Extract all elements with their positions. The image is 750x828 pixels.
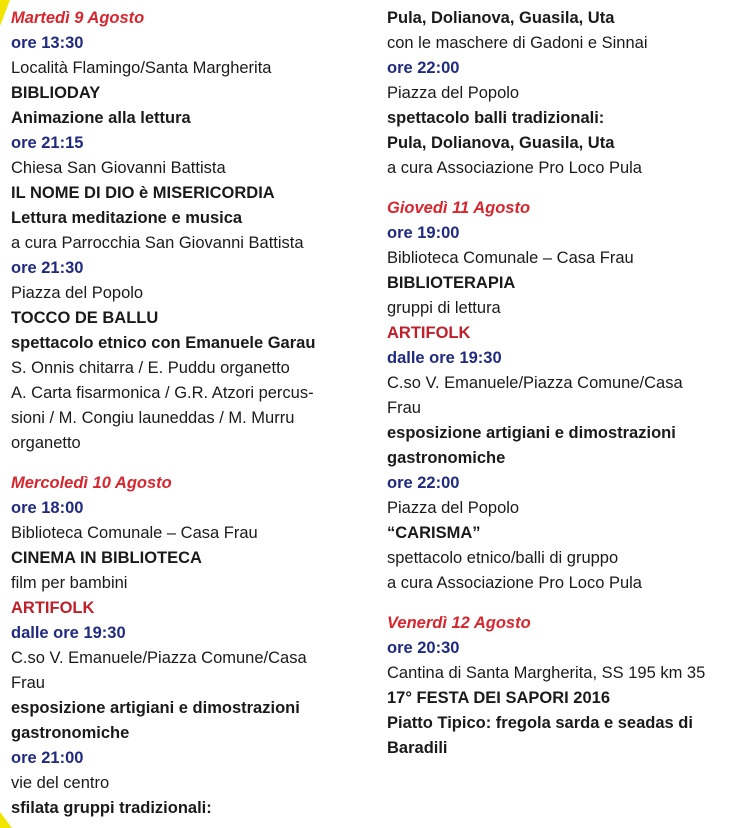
event-subtitle: spettacolo etnico con Emanuele Garau xyxy=(11,334,316,352)
event-title: BIBLIODAY xyxy=(11,84,101,102)
event-description: Baradili xyxy=(387,739,448,757)
event-title: BIBLIOTERAPIA xyxy=(387,274,516,292)
event-description: gastronomiche xyxy=(11,724,130,742)
right-column xyxy=(387,6,747,761)
event-description: esposizione artigiani e dimostrazioni xyxy=(11,699,300,717)
event-place: Piazza del Popolo xyxy=(387,499,520,517)
event-time: dalle ore 19:30 xyxy=(387,349,502,367)
event-time: ore 22:00 xyxy=(387,474,460,492)
event-time: ore 20:30 xyxy=(387,639,460,657)
event-description: esposizione artigiani e dimostrazioni xyxy=(387,424,676,442)
section-gap xyxy=(387,596,747,611)
event-place: C.so V. Emanuele/Piazza Comune/Casa xyxy=(387,374,683,392)
event-subtitle: film per bambini xyxy=(11,574,128,592)
event-place: Biblioteca Comunale – Casa Frau xyxy=(11,524,258,542)
event-place: Frau xyxy=(11,674,45,692)
event-note: a cura Associazione Pro Loco Pula xyxy=(387,574,642,592)
date-heading: Giovedì 11 Agosto xyxy=(387,199,531,217)
event-time: ore 13:30 xyxy=(11,34,84,52)
artifolk-label: ARTIFOLK xyxy=(387,324,471,342)
event-place: Piazza del Popolo xyxy=(11,284,144,302)
event-title: spettacolo balli tradizionali: xyxy=(387,109,605,127)
section-gap xyxy=(387,181,747,196)
continued-title: Pula, Dolianova, Guasila, Uta xyxy=(387,9,615,27)
event-title: “CARISMA” xyxy=(387,524,481,542)
event-detail: organetto xyxy=(11,434,81,452)
event-title: 17° FESTA DEI SAPORI 2016 xyxy=(387,689,611,707)
event-time: ore 22:00 xyxy=(387,59,460,77)
artifolk-label: ARTIFOLK xyxy=(11,599,95,617)
event-subtitle: spettacolo etnico/balli di gruppo xyxy=(387,549,619,567)
yellow-corner-top xyxy=(0,0,10,26)
event-time: ore 19:00 xyxy=(387,224,460,242)
event-time: ore 21:30 xyxy=(11,259,84,277)
event-subtitle: Animazione alla lettura xyxy=(11,109,191,127)
event-time: ore 21:00 xyxy=(11,749,84,767)
date-heading: Venerdì 12 Agosto xyxy=(387,614,531,632)
event-place: Cantina di Santa Margherita, SS 195 km 35 xyxy=(387,664,706,682)
continued-note: con le maschere di Gadoni e Sinnai xyxy=(387,34,648,52)
event-title: sfilata gruppi tradizionali: xyxy=(11,799,212,817)
event-title: IL NOME DI DIO è MISERICORDIA xyxy=(11,184,275,202)
event-subtitle: Lettura meditazione e musica xyxy=(11,209,243,227)
event-place: Chiesa San Giovanni Battista xyxy=(11,159,226,177)
event-description: gastronomiche xyxy=(387,449,506,467)
event-note: a cura Associazione Pro Loco Pula xyxy=(387,159,642,177)
event-place: Piazza del Popolo xyxy=(387,84,520,102)
event-place: C.so V. Emanuele/Piazza Comune/Casa xyxy=(11,649,307,667)
event-time: dalle ore 19:30 xyxy=(11,624,126,642)
event-time: ore 21:15 xyxy=(11,134,84,152)
event-subtitle: Pula, Dolianova, Guasila, Uta xyxy=(387,134,615,152)
event-note: a cura Parrocchia San Giovanni Battista xyxy=(11,234,304,252)
event-detail: A. Carta fisarmonica / G.R. Atzori percus- xyxy=(11,384,314,402)
event-title: CINEMA IN BIBLIOTECA xyxy=(11,549,202,567)
event-place: vie del centro xyxy=(11,774,110,792)
event-description: Piatto Tipico: fregola sarda e seadas di xyxy=(387,714,693,732)
event-place: Frau xyxy=(387,399,421,417)
event-place: Biblioteca Comunale – Casa Frau xyxy=(387,249,634,267)
event-subtitle: gruppi di lettura xyxy=(387,299,501,317)
date-heading: Martedì 9 Agosto xyxy=(11,9,145,27)
event-time: ore 18:00 xyxy=(11,499,84,517)
event-detail: sioni / M. Congiu launeddas / M. Murru xyxy=(11,409,295,427)
date-heading: Mercoledì 10 Agosto xyxy=(11,474,172,492)
event-title: TOCCO DE BALLU xyxy=(11,309,159,327)
event-place: Località Flamingo/Santa Margherita xyxy=(11,59,272,77)
event-detail: S. Onnis chitarra / E. Puddu organetto xyxy=(11,359,290,377)
left-column xyxy=(11,6,373,821)
section-gap xyxy=(11,456,373,471)
